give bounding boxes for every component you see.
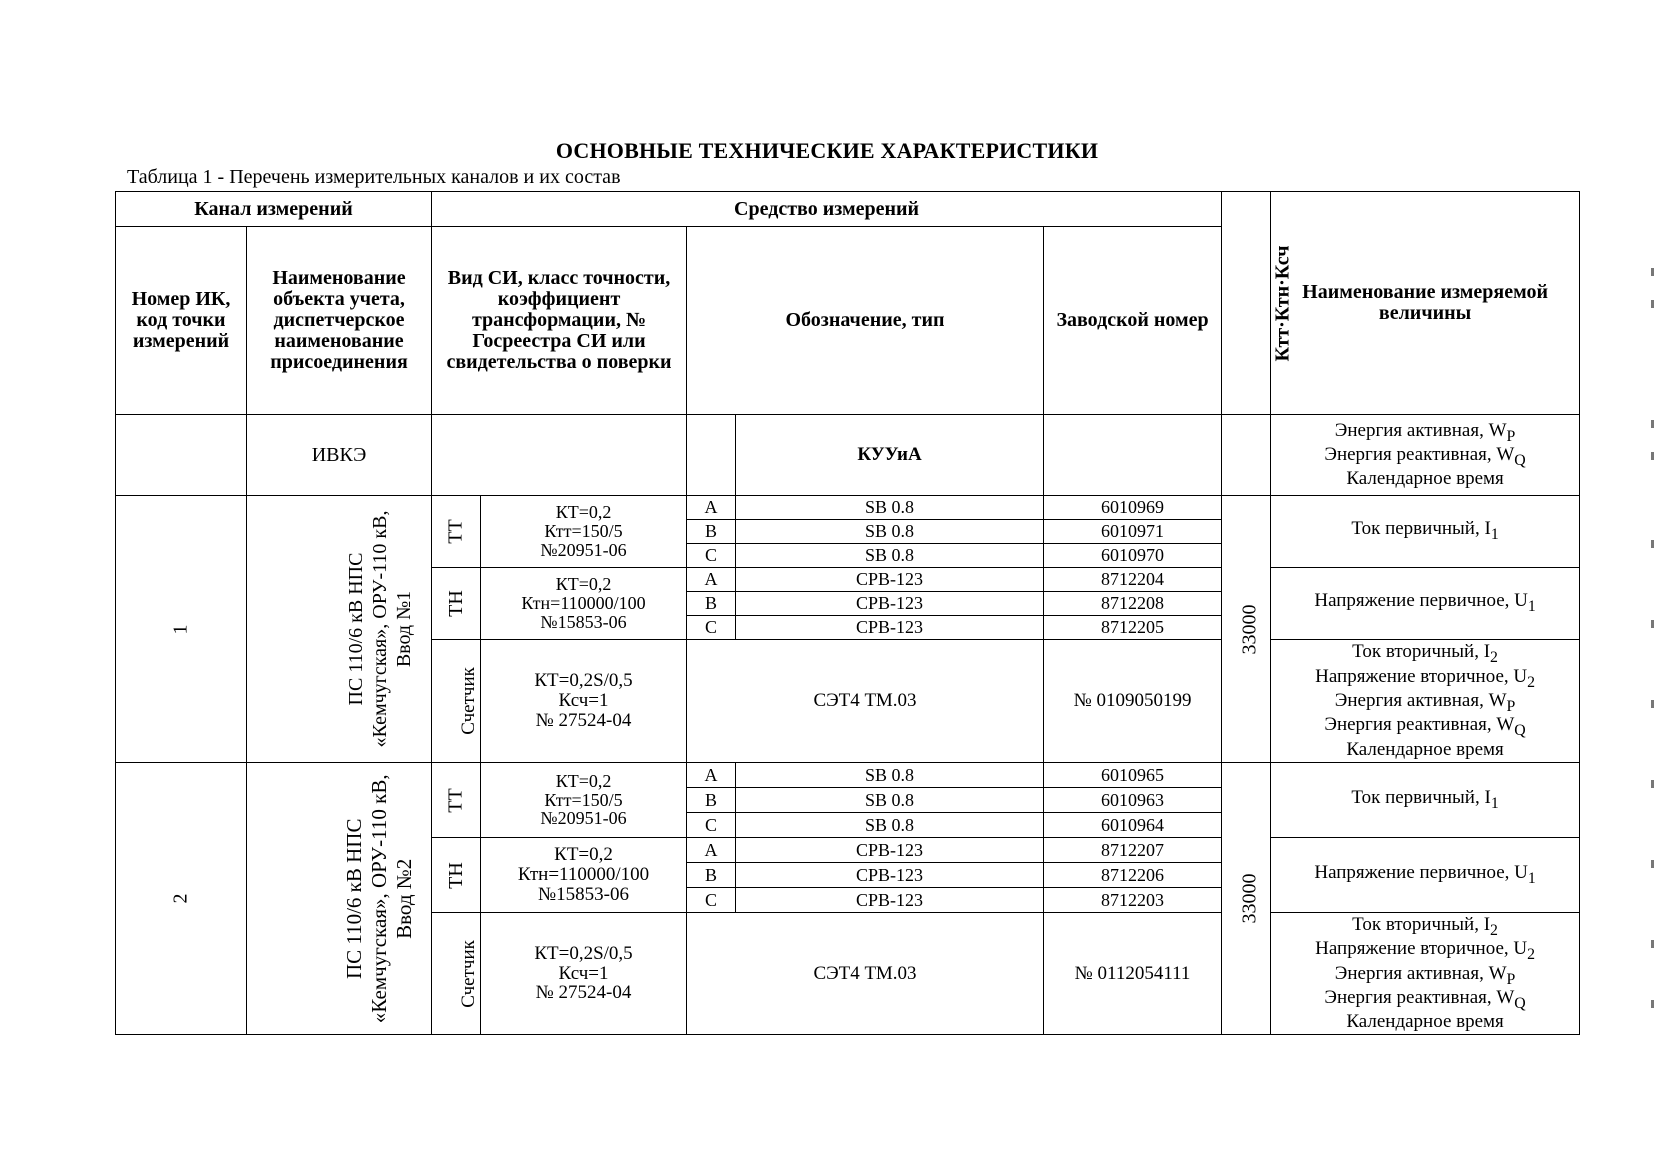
meter-class-cell xyxy=(481,913,687,1035)
meter-type: СЭТ4 ТМ.03 xyxy=(687,913,1044,1035)
tt-label-cell xyxy=(432,496,481,568)
class-line: Ктн=110000/100 xyxy=(521,593,646,614)
coefficient-value: 33000 xyxy=(1238,873,1261,924)
tn-class-cell xyxy=(481,568,687,640)
serial-number: 8712206 xyxy=(1044,863,1222,888)
quantity-line: Календарное время xyxy=(1346,1011,1504,1033)
class-line: Ктн=110000/100 xyxy=(517,864,650,886)
page-title: ОСНОВНЫЕ ТЕХНИЧЕСКИЕ ХАРАКТЕРИСТИКИ xyxy=(555,138,1099,163)
class-line: Ктт=150/5 xyxy=(544,521,623,542)
channel-number-label: 2 xyxy=(169,893,192,904)
ivke-serial xyxy=(1044,415,1222,496)
quantity-line: Напряжение вторичное, $U_2$ xyxy=(1315,665,1536,691)
quantity-line: Энергия реактивная, $W_Q$ xyxy=(1324,444,1526,469)
quantity-line: Ток вторичный, $I_2$ xyxy=(1352,913,1498,939)
meter-label-cell xyxy=(432,640,481,763)
class-line: Ксч=1 xyxy=(558,690,609,712)
device-type: CPB-123 xyxy=(736,592,1044,616)
header-object: Наименование объекта учета, диспетчерское наименование присоединения xyxy=(247,227,432,415)
table-row xyxy=(116,496,1580,520)
device-type: SB 0.8 xyxy=(736,496,1044,520)
serial-number: 6010965 xyxy=(1044,763,1222,788)
quantity-line: Напряжение вторичное, $U_2$ xyxy=(1315,938,1536,963)
ivke-si-type xyxy=(432,415,687,496)
coefficient-cell xyxy=(1222,496,1271,763)
meter-serial: № 0109050199 xyxy=(1044,640,1222,763)
quantity-line: Энергия активная, $W_P$ xyxy=(1334,419,1516,445)
ivke-number xyxy=(116,415,247,496)
class-line: КТ=0,2 xyxy=(555,574,612,595)
meter-quantities xyxy=(1271,640,1580,763)
phase-label: C xyxy=(687,616,736,640)
meter-label-cell xyxy=(432,913,481,1035)
class-line: №15853-06 xyxy=(540,611,627,632)
phase-label: C xyxy=(687,544,736,568)
quantity-line: Календарное время xyxy=(1346,468,1504,490)
tt-label: ТТ xyxy=(444,519,467,544)
class-line: №20951-06 xyxy=(540,808,627,829)
ivke-quantities xyxy=(1271,415,1580,496)
tn-class-cell xyxy=(481,838,687,913)
device-type: SB 0.8 xyxy=(736,520,1044,544)
device-type: SB 0.8 xyxy=(736,813,1044,838)
meter-serial: № 0112054111 xyxy=(1044,913,1222,1035)
tn-label: ТН xyxy=(444,861,467,889)
channel-object-label: ПС 110/6 кВ НПС «Кемчугская», ОРУ-110 кВ, Ввод №1 xyxy=(345,510,415,748)
tn-label: ТН xyxy=(444,590,467,617)
quantity-line: Энергия реактивная, $W_Q$ xyxy=(1324,986,1526,1012)
device-type: CPB-123 xyxy=(736,568,1044,592)
device-type: CPB-123 xyxy=(736,863,1044,888)
tn-quantity: Напряжение первичное, $U_1$ xyxy=(1271,838,1580,913)
class-line: Ктт=150/5 xyxy=(544,789,623,810)
channel-number xyxy=(116,496,247,763)
header-coefficient-label: Ктт·Ктн·Ксч xyxy=(1271,244,1294,362)
phase-label: C xyxy=(687,888,736,913)
device-type: SB 0.8 xyxy=(736,544,1044,568)
serial-number: 6010970 xyxy=(1044,544,1222,568)
device-type: SB 0.8 xyxy=(736,763,1044,788)
class-line: № 27524-04 xyxy=(535,709,632,731)
ivke-coefficient xyxy=(1222,415,1271,496)
tt-quantity: Ток первичный, $I_1$ xyxy=(1271,763,1580,838)
class-line: КТ=0,2 xyxy=(555,502,612,523)
header-si-type: Вид СИ, класс точности, коэффициент трансформации, № Госреестра СИ или свидетельства о поверки xyxy=(432,227,687,415)
class-line: №20951-06 xyxy=(540,539,627,560)
serial-number: 6010963 xyxy=(1044,788,1222,813)
phase-label: B xyxy=(687,788,736,813)
tn-label-cell xyxy=(432,568,481,640)
serial-number: 8712205 xyxy=(1044,616,1222,640)
channel-number-label: 1 xyxy=(169,624,192,634)
coefficient-cell xyxy=(1222,763,1271,1035)
serial-number: 8712207 xyxy=(1044,838,1222,863)
class-line: КТ=0,2 xyxy=(554,844,613,866)
meter-quantities xyxy=(1271,913,1580,1035)
class-line: КТ=0,2 xyxy=(555,770,612,791)
serial-number: 8712204 xyxy=(1044,568,1222,592)
device-type: CPB-123 xyxy=(736,838,1044,863)
channel-object xyxy=(247,763,432,1035)
header-channel-group: Канал измерений xyxy=(116,192,432,227)
serial-number: 6010969 xyxy=(1044,496,1222,520)
tt-label-cell xyxy=(432,763,481,838)
serial-number: 8712208 xyxy=(1044,592,1222,616)
header-designation: Обозначение, тип xyxy=(687,227,1044,415)
channel-number xyxy=(116,763,247,1035)
header-quantity: Наименование измеряемой величины xyxy=(1271,192,1580,415)
meter-label: Счетчик xyxy=(457,667,479,735)
serial-number: 6010964 xyxy=(1044,813,1222,838)
meter-type: СЭТ4 ТМ.03 xyxy=(687,640,1044,763)
channel-object-label: ПС 110/6 кВ НПС «Кемчугская», ОРУ-110 кВ, Ввод №2 xyxy=(342,774,417,1023)
phase-label: B xyxy=(687,520,736,544)
header-means-group: Средство измерений xyxy=(432,192,1222,227)
quantity-line: Энергия реактивная, $W_Q$ xyxy=(1324,714,1526,740)
quantity-line: Ток вторичный, $I_2$ xyxy=(1352,641,1498,667)
table-row xyxy=(116,763,1580,788)
tt-class-cell xyxy=(481,763,687,838)
table-caption: Таблица 1 - Перечень измерительных каналов и их состав xyxy=(127,166,621,188)
header-number: Номер ИК, код точки измерений xyxy=(116,227,247,415)
tt-label: ТТ xyxy=(444,787,467,813)
coefficient-value: 33000 xyxy=(1238,604,1261,654)
tt-quantity: Ток первичный, $I_1$ xyxy=(1271,496,1580,568)
device-type: CPB-123 xyxy=(736,616,1044,640)
ivke-row xyxy=(116,415,1580,496)
meter-label: Счетчик xyxy=(457,939,479,1008)
tn-quantity: Напряжение первичное, $U_1$ xyxy=(1271,568,1580,640)
measurement-channels-table xyxy=(115,191,1580,1035)
header-serial: Заводской номер xyxy=(1044,227,1222,415)
phase-label: A xyxy=(687,568,736,592)
phase-label: A xyxy=(687,838,736,863)
ivke-object: ИВКЭ xyxy=(247,415,432,496)
header-coefficient xyxy=(1222,192,1294,415)
tn-label-cell xyxy=(432,838,481,913)
quantity-line: Календарное время xyxy=(1346,738,1504,760)
quantity-line: Энергия активная, $W_P$ xyxy=(1334,962,1516,988)
serial-number: 6010971 xyxy=(1044,520,1222,544)
quantity-line: Энергия активная, $W_P$ xyxy=(1334,690,1516,715)
class-line: КТ=0,2S/0,5 xyxy=(534,942,633,964)
class-line: № 27524-04 xyxy=(535,982,632,1004)
ivke-designation: КУУиА xyxy=(736,415,1044,496)
channel-object xyxy=(247,496,432,763)
meter-class-cell xyxy=(481,640,687,763)
class-line: №15853-06 xyxy=(538,883,629,905)
phase-label: A xyxy=(687,496,736,520)
class-line: КТ=0,2S/0,5 xyxy=(534,670,633,692)
phase-label: A xyxy=(687,763,736,788)
device-type: CPB-123 xyxy=(736,888,1044,913)
phase-label: C xyxy=(687,813,736,838)
class-line: Ксч=1 xyxy=(558,962,609,984)
serial-number: 8712203 xyxy=(1044,888,1222,913)
phase-label: B xyxy=(687,863,736,888)
device-type: SB 0.8 xyxy=(736,788,1044,813)
tt-class-cell xyxy=(481,496,687,568)
phase-label: B xyxy=(687,592,736,616)
ivke-phase xyxy=(687,415,736,496)
